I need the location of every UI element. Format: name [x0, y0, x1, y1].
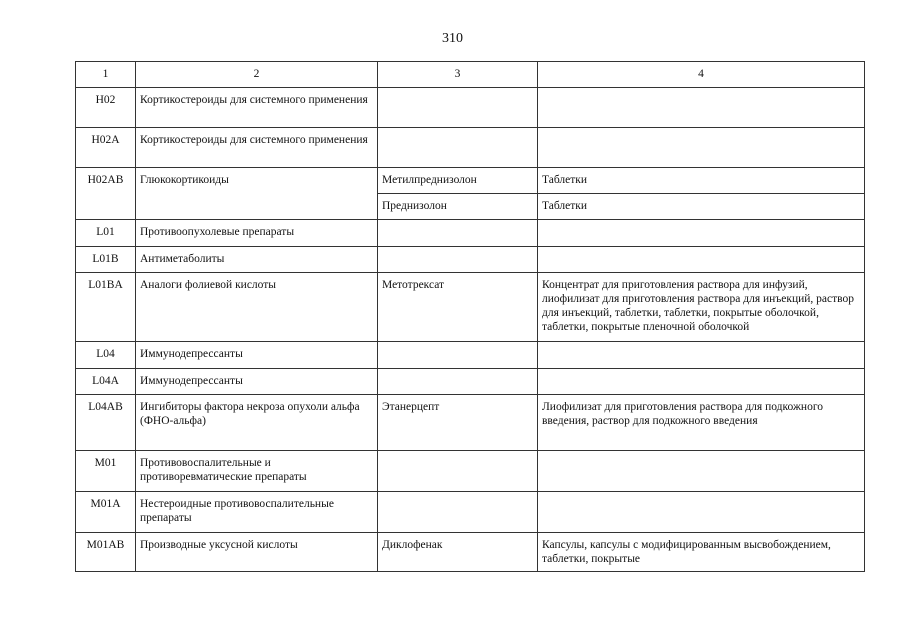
group-name: Производные уксусной кислоты — [136, 533, 378, 572]
atc-code: L04A — [76, 369, 136, 395]
dosage-form — [538, 342, 865, 369]
drug-name — [378, 128, 538, 168]
atc-code: H02A — [76, 128, 136, 168]
table-row — [76, 395, 865, 451]
group-name: Нестероидные противовоспалительные препараты — [136, 492, 378, 533]
drug-name — [378, 451, 538, 492]
drug-name — [378, 369, 538, 395]
atc-code: M01 — [76, 451, 136, 492]
atc-code: L01 — [76, 220, 136, 247]
table-row — [76, 369, 865, 395]
group-name: Иммунодепрессанты — [136, 369, 378, 395]
atc-code: L01BA — [76, 273, 136, 342]
group-name: Глюкокортикоиды — [136, 168, 378, 220]
group-name: Ингибиторы фактора некроза опухоли альфа (ФНО-альфа) — [136, 395, 378, 451]
drug-name: Диклофенак — [378, 533, 538, 572]
drug-table — [75, 61, 865, 572]
dosage-form — [538, 220, 865, 247]
header-col-4: 4 — [538, 62, 865, 88]
page-number: 310 — [442, 31, 463, 46]
atc-code: L04 — [76, 342, 136, 369]
atc-code: L01B — [76, 247, 136, 273]
dosage-form — [538, 128, 865, 168]
drug-name — [378, 492, 538, 533]
dosage-form: Лиофилизат для приготовления раствора для подкожного введения, раствор для подкожного введения — [538, 395, 865, 451]
group-name: Аналоги фолиевой кислоты — [136, 273, 378, 342]
table-row — [76, 247, 865, 273]
atc-code: H02AB — [76, 168, 136, 220]
atc-code: M01AB — [76, 533, 136, 572]
header-col-2: 2 — [136, 62, 378, 88]
drug-name: Метотрексат — [378, 273, 538, 342]
atc-code: M01A — [76, 492, 136, 533]
drug-name: Этанерцепт — [378, 395, 538, 451]
table-row — [76, 220, 865, 247]
drug-name — [378, 88, 538, 128]
header-row — [76, 62, 865, 88]
group-name: Кортикостероиды для системного применения — [136, 88, 378, 128]
group-name: Противоопухолевые препараты — [136, 220, 378, 247]
group-name: Иммунодепрессанты — [136, 342, 378, 369]
dosage-form — [538, 88, 865, 128]
atc-code: H02 — [76, 88, 136, 128]
drug-name — [378, 220, 538, 247]
drug-name: Преднизолон — [378, 194, 538, 220]
header-col-1: 1 — [76, 62, 136, 88]
group-name: Антиметаболиты — [136, 247, 378, 273]
table-row — [76, 168, 865, 194]
table-row — [76, 533, 865, 572]
table-row — [76, 273, 865, 342]
dosage-form — [538, 451, 865, 492]
drug-name — [378, 247, 538, 273]
dosage-form — [538, 369, 865, 395]
dosage-form: Таблетки — [538, 194, 865, 220]
drug-name — [378, 342, 538, 369]
table-row — [76, 342, 865, 369]
dosage-form: Капсулы, капсулы с модифицированным высвобождением, таблетки, покрытые — [538, 533, 865, 572]
table-row — [76, 128, 865, 168]
dosage-form — [538, 247, 865, 273]
table-row — [76, 492, 865, 533]
table-row — [76, 451, 865, 492]
dosage-form — [538, 492, 865, 533]
group-name: Противовоспалительные и противоревматические препараты — [136, 451, 378, 492]
dosage-form: Концентрат для приготовления раствора для инфузий, лиофилизат для приготовления раствора для инъекций, раствор для инъекций, таблетки, таблетки, покрытые оболочкой, таблетки, покрытые пленочной оболочкой — [538, 273, 865, 342]
atc-code: L04AB — [76, 395, 136, 451]
table-row — [76, 88, 865, 128]
header-col-3: 3 — [378, 62, 538, 88]
dosage-form: Таблетки — [538, 168, 865, 194]
group-name: Кортикостероиды для системного применения — [136, 128, 378, 168]
drug-name: Метилпреднизолон — [378, 168, 538, 194]
